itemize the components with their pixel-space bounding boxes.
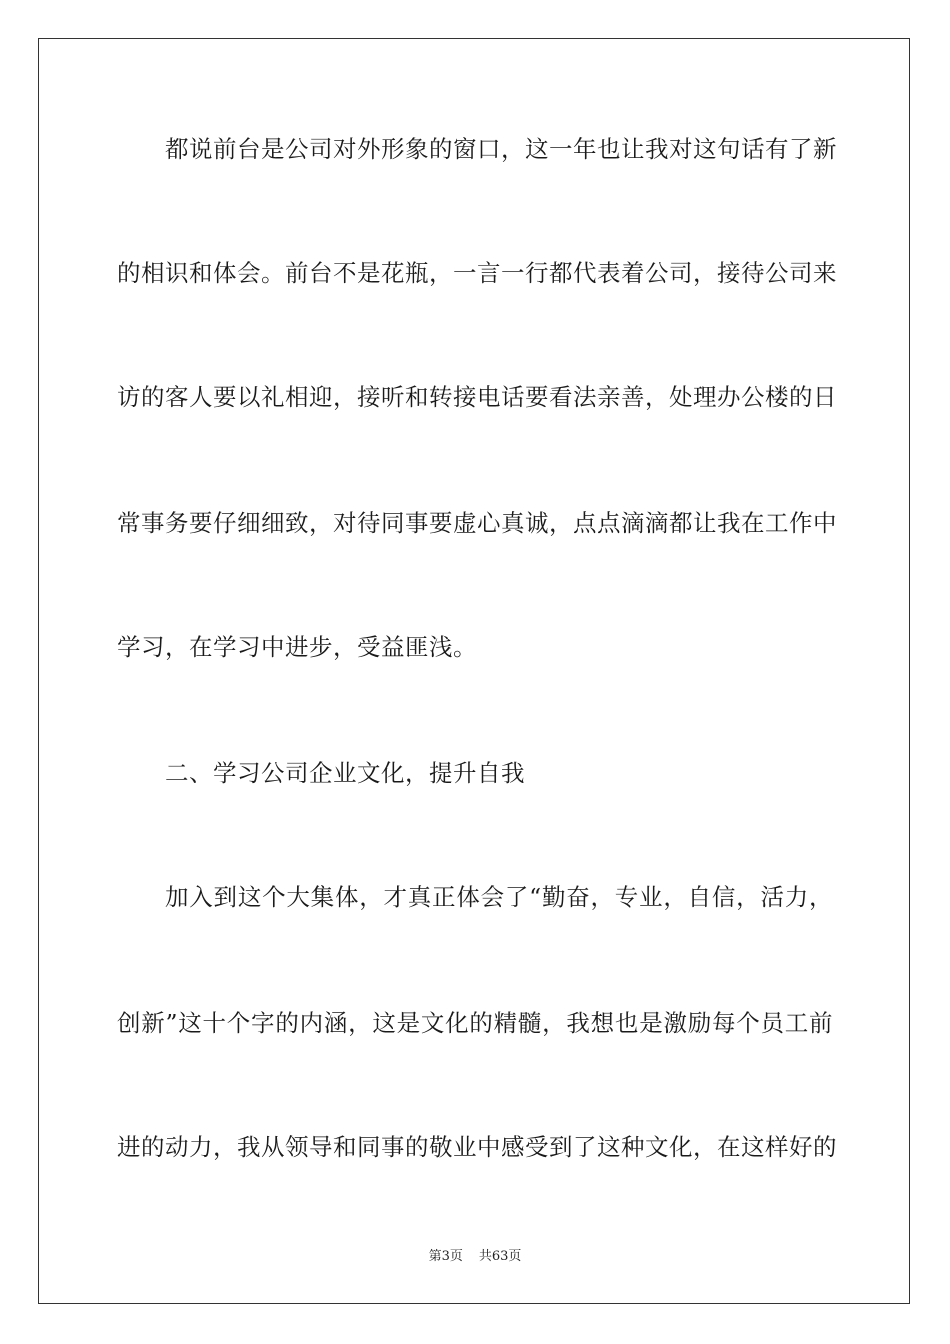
paragraph-line: 进的动力，我从领导和同事的敬业中感受到了这种文化，在这样好的 [117,1133,837,1161]
section-heading: 二、学习公司企业文化，提升自我 [165,759,525,787]
page-total: 共63页 [478,1249,522,1264]
paragraph-line: 加入到这个大集体，才真正体会了“勤奋，专业，自信，活力， [165,883,833,911]
paragraph-line: 的相识和体会。前台不是花瓶，一言一行都代表着公司，接待公司来 [117,259,837,287]
paragraph-line: 常事务要仔细细致，对待同事要虚心真诚，点点滴滴都让我在工作中 [117,509,837,537]
page-border [38,38,910,1304]
paragraph-line: 学习，在学习中进步，受益匪浅。 [117,633,477,661]
paragraph-line: 访的客人要以礼相迎，接听和转接电话要看法亲善，处理办公楼的日 [117,383,837,411]
paragraph-line: 创新”这十个字的内涵，这是文化的精髓，我想也是激励每个员工前 [117,1009,833,1037]
page-footer [0,1248,950,1266]
page-number: 第3页 [428,1249,463,1264]
paragraph-line: 都说前台是公司对外形象的窗口，这一年也让我对这句话有了新 [165,135,837,163]
